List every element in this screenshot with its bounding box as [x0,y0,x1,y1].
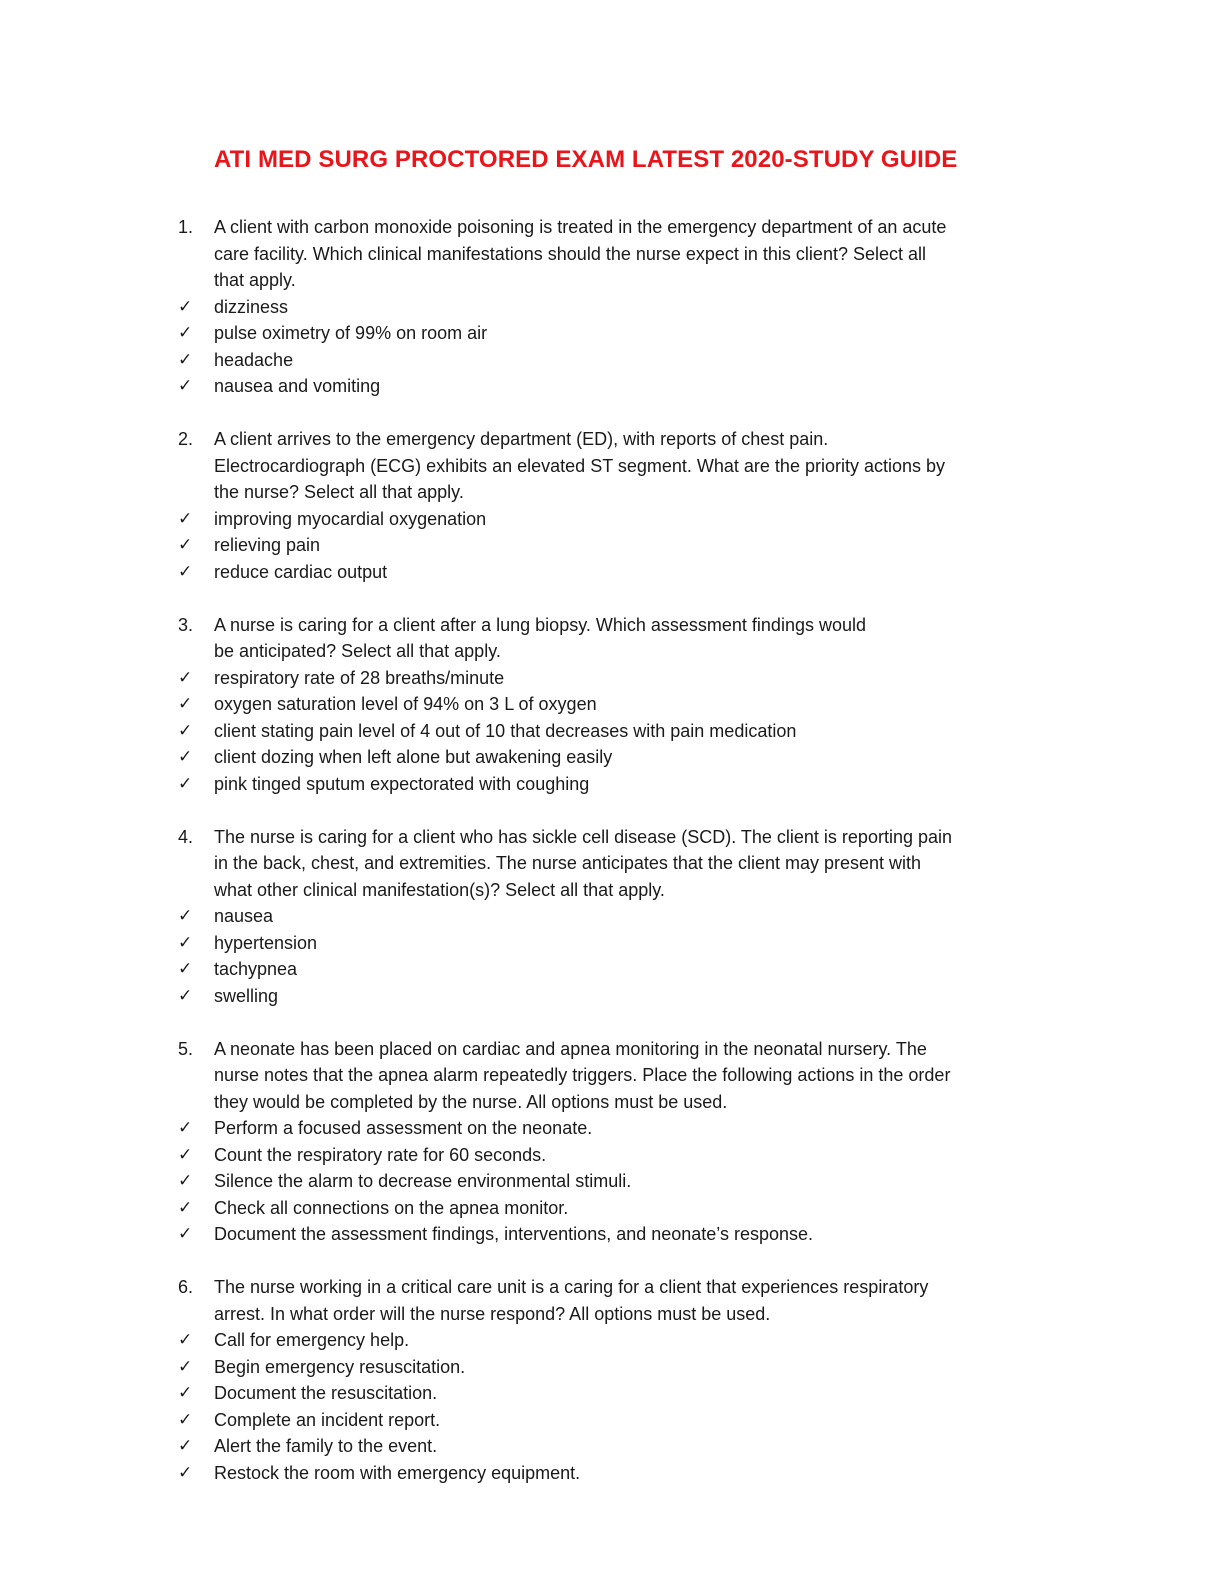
question-6 [178,1274,1048,1486]
answer-option-text: pulse oximetry of 99% on room air [214,323,488,343]
document-title: ATI MED SURG PROCTORED EXAM LATEST 2020-STUDY GUIDE [214,146,958,173]
answer-option [178,1115,1048,1142]
answer-option [178,665,1048,692]
checkmark-icon: ✓ [178,932,193,953]
question-text-line: The nurse is caring for a client who has sickle cell disease (SCD). The client is reporting pain [214,826,952,847]
checkmark-icon: ✓ [178,561,193,582]
answer-option-text: Count the respiratory rate for 60 seconds. [214,1144,547,1165]
answer-option-text: Perform a focused assessment on the neonate. [214,1118,593,1138]
answer-option-text: Document the assessment findings, interventions, and neonate’s response. [214,1224,814,1244]
checkmark-icon: ✓ [178,773,193,794]
answer-option [178,1195,1048,1222]
question-text-line: the nurse? Select all that apply. [214,482,464,502]
answer-option-text: Complete an incident report. [214,1409,441,1430]
checkmark-icon: ✓ [178,508,193,529]
question-text-line: nurse notes that the apnea alarm repeatedly triggers. Place the following actions in the order [214,1065,951,1085]
checkmark-icon: ✓ [178,1330,193,1350]
question-text-line: in the back, chest, and extremities. The nurse anticipates that the client may present with [214,853,922,873]
answer-option-text: Document the resuscitation. [214,1383,438,1403]
question-number: 1. [178,217,194,237]
checkmark-icon: ✓ [178,349,193,370]
answer-option [178,744,1048,771]
question-stem [178,1274,1048,1327]
answer-option-text: nausea and vomiting [214,376,381,396]
question-text-line: arrest. In what order will the nurse respond? All options must be used. [214,1303,771,1324]
answer-option-text: relieving pain [214,535,321,555]
question-number: 2. [178,429,194,449]
answer-option-text: dizziness [214,296,289,317]
answer-option [178,559,1048,586]
checkmark-icon: ✓ [178,1383,193,1403]
question-number: 3. [178,614,194,635]
checkmark-icon: ✓ [178,296,193,317]
answer-option-text: tachypnea [214,959,298,979]
answer-option [178,506,1048,533]
answer-option [178,1327,1048,1354]
checkmark-icon: ✓ [178,323,193,343]
checkmark-icon: ✓ [178,1409,193,1430]
checkmark-icon: ✓ [178,1144,193,1165]
answer-option-text: reduce cardiac output [214,561,388,582]
question-text-line: what other clinical manifestation(s)? Select all that apply. [214,879,665,900]
question-number: 6. [178,1277,194,1297]
answer-option [178,373,1048,400]
checkmark-icon: ✓ [178,376,193,396]
answer-option [178,930,1048,957]
checkmark-icon: ✓ [178,747,193,767]
question-text-line: be anticipated? Select all that apply. [214,641,501,661]
answer-option-text: Restock the room with emergency equipment. [214,1462,581,1483]
answer-option [178,347,1048,374]
answer-option [178,1142,1048,1169]
answer-option-text: Check all connections on the apnea monitor. [214,1197,569,1218]
question-text [214,612,1048,665]
question-number: 5. [178,1038,194,1059]
answer-option-text: Begin emergency resuscitation. [214,1356,466,1377]
checkmark-icon: ✓ [178,985,193,1006]
question-3 [178,612,1048,798]
answer-option-text: hypertension [214,932,318,953]
question-text-line: A neonate has been placed on cardiac and apnea monitoring in the neonatal nursery. The [214,1038,927,1059]
question-text-line: they would be completed by the nurse. All options must be used. [214,1091,728,1112]
question-stem [178,612,1048,665]
question-stem [178,426,1048,506]
answer-option-text: nausea [214,906,274,926]
checkmark-icon: ✓ [178,906,193,926]
answer-option [178,691,1048,718]
checkmark-icon: ✓ [178,535,193,555]
question-text-line: that apply. [214,270,296,290]
answer-option-text: respiratory rate of 28 breaths/minute [214,667,505,688]
answer-option [178,1407,1048,1434]
question-text-line: Electrocardiograph (ECG) exhibits an elevated ST segment. What are the priority actions by [214,455,946,476]
answer-option [178,532,1048,559]
question-1 [178,214,1048,400]
checkmark-icon: ✓ [178,1171,193,1191]
question-text-line: The nurse working in a critical care unit is a caring for a client that experiences respiratory [214,1277,929,1297]
question-text-line: care facility. Which clinical manifestations should the nurse expect in this client? Select all [214,243,927,264]
answer-option-text: Silence the alarm to decrease environmental stimuli. [214,1171,632,1191]
checkmark-icon: ✓ [178,667,193,688]
question-5 [178,1036,1048,1248]
question-text-line: A client arrives to the emergency department (ED), with reports of chest pain. [214,429,829,449]
answer-option-text: headache [214,349,294,370]
answer-option [178,294,1048,321]
question-text-line: A nurse is caring for a client after a lung biopsy. Which assessment findings would [214,614,866,635]
answer-option [178,771,1048,798]
checkmark-icon: ✓ [178,1118,193,1138]
answer-option [178,1168,1048,1195]
answer-option [178,903,1048,930]
answer-option-text: pink tinged sputum expectorated with coughing [214,773,590,794]
checkmark-icon: ✓ [178,959,193,979]
question-text [214,1274,1048,1327]
question-stem [178,1036,1048,1116]
answer-option-text: Alert the family to the event. [214,1436,438,1456]
answer-option [178,320,1048,347]
checkmark-icon: ✓ [178,1356,193,1377]
answer-option [178,1380,1048,1407]
checkmark-icon: ✓ [178,1197,193,1218]
question-text [214,214,1048,294]
question-text-line: A client with carbon monoxide poisoning is treated in the emergency department of an acute [214,217,947,237]
answer-option-text: improving myocardial oxygenation [214,508,487,529]
checkmark-icon: ✓ [178,720,193,741]
answer-option-text: client dozing when left alone but awakening easily [214,747,613,767]
checkmark-icon: ✓ [178,1436,193,1456]
checkmark-icon: ✓ [178,1462,193,1483]
answer-option [178,1354,1048,1381]
answer-option-text: oxygen saturation level of 94% on 3 L of oxygen [214,694,597,714]
question-list [178,214,1048,1513]
answer-option-text: client stating pain level of 4 out of 10 that decreases with pain medication [214,720,797,741]
question-text [214,824,1048,904]
checkmark-icon: ✓ [178,1224,193,1244]
answer-option-text: Call for emergency help. [214,1330,410,1350]
answer-option [178,983,1048,1010]
question-stem [178,214,1048,294]
answer-option-text: swelling [214,985,279,1006]
question-text [214,1036,1048,1116]
answer-option [178,718,1048,745]
question-number: 4. [178,826,194,847]
answer-option [178,956,1048,983]
checkmark-icon: ✓ [178,694,193,714]
question-2 [178,426,1048,585]
answer-option [178,1460,1048,1487]
question-stem [178,824,1048,904]
question-text [214,426,1048,506]
answer-option [178,1221,1048,1248]
answer-option [178,1433,1048,1460]
question-4 [178,824,1048,1010]
